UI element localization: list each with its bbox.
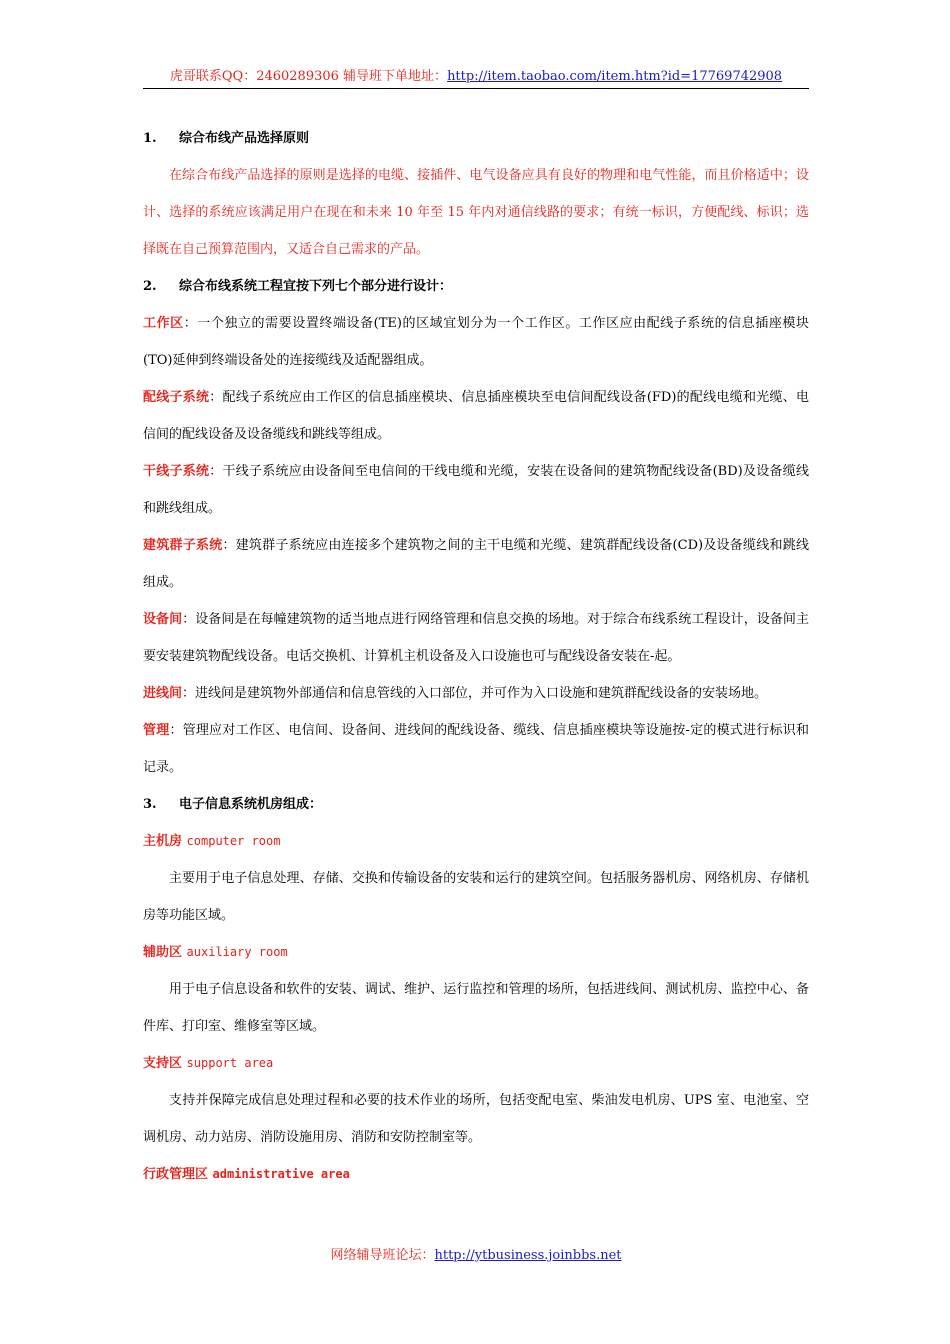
definition-administration (143, 712, 809, 786)
section-number: 3. (143, 797, 157, 812)
subheading-zh: 支持区 (143, 1056, 183, 1071)
term-separator: ： (222, 538, 236, 553)
support-area-paragraph: 支持并保障完成信息处理过程和必要的技术作业的场所，包括变配电室、柴油发电机房、UPS 室、电池室、空调机房、动力站房、消防设施用房、消防和安防控制室等。 (143, 1093, 809, 1145)
section-title: 综合布线系统工程宜按下列七个部分进行设计： (179, 279, 453, 294)
document-body (143, 120, 809, 1193)
term: 设备间 (143, 612, 183, 627)
term: 进线间 (143, 686, 183, 701)
section-2-heading (143, 268, 809, 305)
section-number: 1. (143, 131, 157, 146)
term-separator: ： (182, 686, 196, 701)
term: 干线子系统 (143, 464, 210, 479)
definition-text: 干线子系统应由设备间至电信间的干线电缆和光缆，安装在设备间的建筑物配线设备(BD)及设备缆线和跳线组成。 (143, 464, 809, 516)
subheading-administrative-area (143, 1156, 809, 1193)
definition-entrance-room (143, 675, 809, 712)
subheading-en: administrative area (212, 1167, 350, 1181)
header-order-link[interactable]: http://item.taobao.com/item.htm?id=17769742908 (447, 69, 783, 84)
definition-text: 建筑群子系统应由连接多个建筑物之间的主干电缆和光缆、建筑群配线设备(CD)及设备缆线和跳线组成。 (143, 538, 809, 590)
definition-equipment-room (143, 601, 809, 675)
auxiliary-room-paragraph: 用于电子信息设备和软件的安装、调试、维护、运行监控和管理的场所，包括进线间、测试机房、监控中心、备件库、打印室、维修室等区域。 (143, 982, 809, 1034)
header-contact-text: 虎哥联系QQ：2460289306 辅导班下单地址： (169, 69, 448, 84)
term: 配线子系统 (143, 390, 210, 405)
section-1-paragraph: 在综合布线产品选择的原则是选择的电缆、接插件、电气设备应具有良好的物理和电气性能，而且价格适中；设计、选择的系统应该满足用户在现在和未来 10 年至 15 年内对通信线路的要求；有统一标识，方便配线、标识；选择既在自己预算范围内，又适合自己需求的产品。 (143, 168, 809, 257)
term: 建筑群子系统 (143, 538, 223, 553)
section-3-heading (143, 786, 809, 823)
page-header (143, 66, 809, 89)
section-title: 电子信息系统机房组成： (179, 797, 323, 812)
definition-work-area (143, 305, 809, 379)
footer-forum-link[interactable]: http://ytbusiness.joinbbs.net (434, 1248, 622, 1263)
term: 管理 (143, 723, 170, 738)
subheading-support-area (143, 1045, 809, 1082)
subheading-zh: 主机房 (143, 834, 183, 849)
term-separator: ： (182, 612, 196, 627)
subheading-en: auxiliary room (186, 945, 288, 959)
definition-backbone-subsystem (143, 453, 809, 527)
term-separator: ： (169, 723, 183, 738)
section-1-heading (143, 120, 809, 157)
section-number: 2. (143, 279, 157, 294)
definition-text: 一个独立的需要设置终端设备(TE)的区域宜划分为一个工作区。工作区应由配线子系统的信息插座模块(TO)延伸到终端设备处的连接缆线及适配器组成。 (143, 316, 809, 368)
footer-forum-text: 网络辅导班论坛： (330, 1248, 435, 1263)
definition-text: 进线间是建筑物外部通信和信息管线的入口部位，并可作为入口设施和建筑群配线设备的安装场地。 (195, 686, 768, 701)
definition-text: 配线子系统应由工作区的信息插座模块、信息插座模块至电信间配线设备(FD)的配线电缆和光缆、电信间的配线设备及设备缆线和跳线等组成。 (143, 390, 809, 442)
definition-horizontal-subsystem (143, 379, 809, 453)
page-footer (143, 1246, 809, 1266)
computer-room-paragraph: 主要用于电子信息处理、存储、交换和传输设备的安装和运行的建筑空间。包括服务器机房、网络机房、存储机房等功能区域。 (143, 871, 809, 923)
subheading-zh: 行政管理区 (143, 1167, 209, 1182)
term-separator: ： (209, 464, 223, 479)
subheading-zh: 辅助区 (143, 945, 183, 960)
term-separator: ： (183, 316, 198, 331)
definition-campus-subsystem (143, 527, 809, 601)
subheading-en: computer room (186, 834, 281, 848)
subheading-en: support area (186, 1056, 274, 1070)
term: 工作区 (143, 316, 184, 331)
definition-text: 设备间是在每幢建筑物的适当地点进行网络管理和信息交换的场地。对于综合布线系统工程设计，设备间主要安装建筑物配线设备。电话交换机、计算机主机设备及入口设施也可与配线设备安装在-起。 (143, 612, 809, 664)
subheading-auxiliary-room (143, 934, 809, 971)
definition-text: 管理应对工作区、电信间、设备间、进线间的配线设备、缆线、信息插座模块等设施按-定的模式进行标识和记录。 (143, 723, 809, 775)
term-separator: ： (209, 390, 223, 405)
subheading-computer-room (143, 823, 809, 860)
section-title: 综合布线产品选择原则 (179, 131, 310, 146)
